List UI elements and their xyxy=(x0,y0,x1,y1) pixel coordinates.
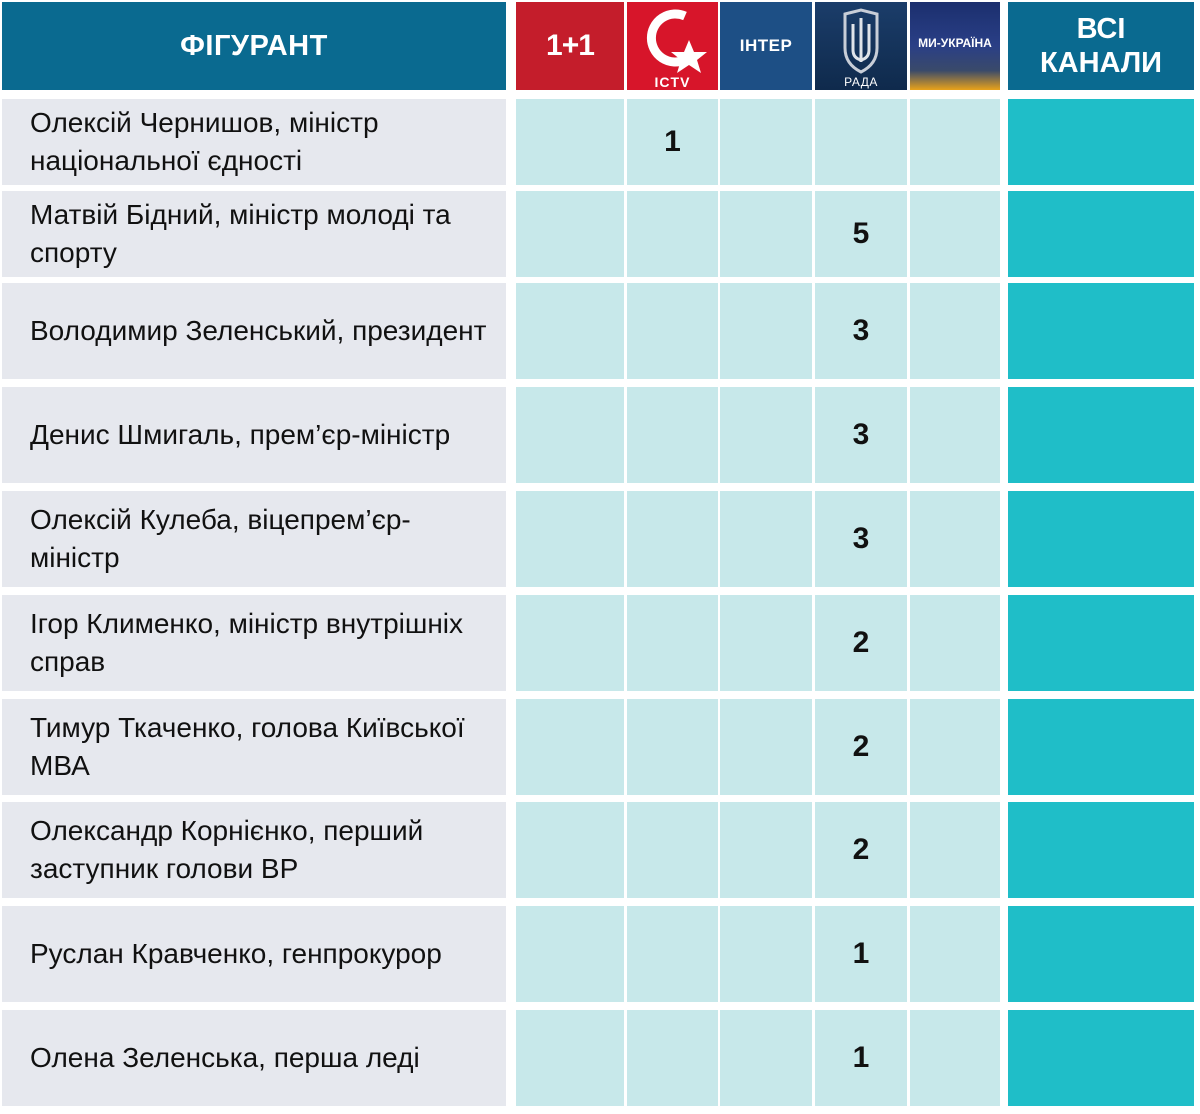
channel-count-rada: 3 xyxy=(815,283,907,379)
rada-logo-icon xyxy=(815,2,907,90)
channel-count-1plus1 xyxy=(516,99,624,185)
header-all-line2: КАНАЛИ xyxy=(1039,47,1163,79)
channel-count-1plus1 xyxy=(516,283,624,379)
figurant-name: Олексій Чернишов, міністр національної єдності xyxy=(2,99,506,185)
channel-count-1plus1 xyxy=(516,699,624,795)
channel-count-rada: 5 xyxy=(815,191,907,277)
my-ukraina-label: МИ-УКРАЇНА xyxy=(918,36,992,50)
figurant-name: Олександр Корнієнко, перший заступник голови ВР xyxy=(2,802,506,898)
channel-count-1plus1 xyxy=(516,595,624,691)
inter-logo-icon xyxy=(720,2,812,90)
channel-count-ictv xyxy=(627,1010,718,1106)
table-row xyxy=(0,1010,1200,1106)
channel-count-inter xyxy=(720,191,812,277)
all-channels-total xyxy=(1008,387,1194,483)
channel-count-ictv xyxy=(627,802,718,898)
channel-count-my-ukraina xyxy=(910,191,1000,277)
all-channels-total xyxy=(1008,99,1194,185)
channel-count-1plus1 xyxy=(516,1010,624,1106)
all-channels-total xyxy=(1008,491,1194,587)
channel-count-inter xyxy=(720,387,812,483)
figurant-name: Тимур Ткаченко, голова Київської МВА xyxy=(2,699,506,795)
all-channels-total xyxy=(1008,1010,1194,1106)
channel-count-my-ukraina xyxy=(910,1010,1000,1106)
figurant-name: Олексій Кулеба, віцепрем’єр-міністр xyxy=(2,491,506,587)
rada-label: РАДА xyxy=(844,75,878,89)
channel-count-rada: 3 xyxy=(815,387,907,483)
table-row xyxy=(0,491,1200,587)
channel-count-my-ukraina xyxy=(910,595,1000,691)
table-row xyxy=(0,906,1200,1002)
channel-count-my-ukraina xyxy=(910,283,1000,379)
table-row xyxy=(0,99,1200,185)
channel-count-inter xyxy=(720,699,812,795)
channel-count-inter xyxy=(720,595,812,691)
figurant-name: Ігор Клименко, міністр внутрішніх справ xyxy=(2,595,506,691)
all-channels-total xyxy=(1008,906,1194,1002)
figurant-name: Денис Шмигаль, прем’єр-міністр xyxy=(2,387,506,483)
table-row xyxy=(0,802,1200,898)
channel-count-ictv xyxy=(627,699,718,795)
channel-count-inter xyxy=(720,99,812,185)
all-channels-total xyxy=(1008,699,1194,795)
channel-count-ictv xyxy=(627,283,718,379)
ictv-label: ICTV xyxy=(654,74,691,90)
channel-count-ictv xyxy=(627,595,718,691)
table-row xyxy=(0,283,1200,379)
channel-count-1plus1 xyxy=(516,802,624,898)
channel-count-inter xyxy=(720,491,812,587)
figurant-name: Олена Зеленська, перша леді xyxy=(2,1010,506,1106)
channel-count-ictv xyxy=(627,491,718,587)
figurant-name: Руслан Кравченко, генпрокурор xyxy=(2,906,506,1002)
inter-label: ІНТЕР xyxy=(739,36,793,55)
channel-count-1plus1 xyxy=(516,491,624,587)
channel-count-ictv xyxy=(627,387,718,483)
channel-count-my-ukraina xyxy=(910,491,1000,587)
figurant-name: Матвій Бідний, міністр молоді та спорту xyxy=(2,191,506,277)
channel-count-rada: 1 xyxy=(815,906,907,1002)
channel-count-my-ukraina xyxy=(910,906,1000,1002)
channel-count-rada: 3 xyxy=(815,491,907,587)
channel-count-inter xyxy=(720,802,812,898)
channel-count-1plus1 xyxy=(516,906,624,1002)
table-row xyxy=(0,699,1200,795)
channel-count-rada xyxy=(815,99,907,185)
channel-count-ictv: 1 xyxy=(627,99,718,185)
all-channels-total xyxy=(1008,191,1194,277)
channel-count-inter xyxy=(720,283,812,379)
channel-count-rada: 2 xyxy=(815,802,907,898)
channel-count-1plus1 xyxy=(516,387,624,483)
header-all-channels xyxy=(1008,2,1194,90)
channel-count-1plus1 xyxy=(516,191,624,277)
channel-count-ictv xyxy=(627,191,718,277)
channel-count-my-ukraina xyxy=(910,387,1000,483)
all-channels-total xyxy=(1008,283,1194,379)
my-ukraina-logo-icon xyxy=(910,2,1000,90)
header-figurant: ФІГУРАНТ xyxy=(2,2,506,90)
channel-count-ictv xyxy=(627,906,718,1002)
channel-count-rada: 2 xyxy=(815,699,907,795)
channel-count-inter xyxy=(720,906,812,1002)
table-row xyxy=(0,595,1200,691)
figurant-name: Володимир Зеленський, президент xyxy=(2,283,506,379)
ictv-logo-icon xyxy=(627,2,718,90)
channel-count-rada: 2 xyxy=(815,595,907,691)
table-row xyxy=(0,387,1200,483)
channel-count-rada: 1 xyxy=(815,1010,907,1106)
1plus1-logo-icon xyxy=(516,2,624,90)
channel-count-my-ukraina xyxy=(910,99,1000,185)
table-row xyxy=(0,191,1200,277)
channel-count-my-ukraina xyxy=(910,699,1000,795)
channel-count-my-ukraina xyxy=(910,802,1000,898)
header-all-line1: ВСІ xyxy=(1076,13,1126,45)
1plus1-label: 1+1 xyxy=(546,29,594,62)
all-channels-total xyxy=(1008,595,1194,691)
channel-count-inter xyxy=(720,1010,812,1106)
all-channels-total xyxy=(1008,802,1194,898)
